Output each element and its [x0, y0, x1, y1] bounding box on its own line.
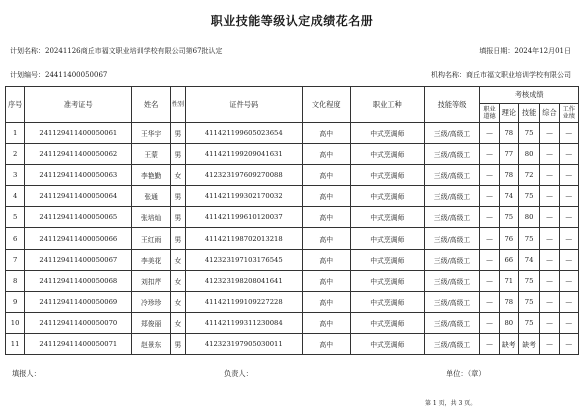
org-name: 机构名称：商丘市福文职业培训学校有限公司 [431, 71, 571, 79]
cell-work-results: — [559, 228, 578, 249]
cell-occupation: 中式烹调师 [350, 333, 424, 354]
cell-skill: 80 [518, 144, 539, 165]
col-header-assessment: 考核成绩 [480, 87, 579, 104]
cell-occupation: 中式烹调师 [350, 165, 424, 186]
cell-ticket: 241129411400050064 [25, 186, 132, 207]
cell-level: 三级/高级工 [424, 333, 480, 354]
cell-education: 高中 [302, 312, 350, 333]
col-header-occupation: 职业工种 [350, 87, 424, 123]
cell-theory: 78 [499, 291, 518, 312]
cell-occupation: 中式烹调师 [350, 312, 424, 333]
cell-gender: 女 [170, 249, 185, 270]
col-header-work-results: 工作业绩 [559, 104, 578, 123]
cell-skill: 80 [518, 207, 539, 228]
cell-ethics: — [480, 207, 499, 228]
cell-occupation: 中式烹调师 [350, 144, 424, 165]
col-header-ethics: 职业道德 [480, 104, 499, 123]
cell-ethics: — [480, 228, 499, 249]
cell-ethics: — [480, 312, 499, 333]
cell-comprehensive: — [540, 249, 559, 270]
cell-index: 11 [6, 333, 25, 354]
cell-index: 4 [6, 186, 25, 207]
unit-seal-label: 单位：（章） [446, 369, 486, 378]
cell-theory: 78 [499, 165, 518, 186]
col-header-education: 文化程度 [302, 87, 350, 123]
cell-index: 5 [6, 207, 25, 228]
col-header-id-number: 证件号码 [185, 87, 302, 123]
cell-comprehensive: — [540, 144, 559, 165]
page-number: 第 1 页，共 3 页。 [425, 400, 477, 407]
cell-name: 刘扣芹 [132, 270, 171, 291]
cell-name: 王蒙 [132, 144, 171, 165]
cell-skill: 74 [518, 249, 539, 270]
cell-skill: 75 [518, 312, 539, 333]
filler-label: 填报人： [12, 369, 41, 378]
cell-gender: 男 [170, 186, 185, 207]
cell-gender: 女 [170, 165, 185, 186]
cell-gender: 男 [170, 207, 185, 228]
cell-index: 9 [6, 291, 25, 312]
cell-level: 三级/高级工 [424, 186, 480, 207]
responsible-label: 负责人： [224, 369, 253, 378]
cell-education: 高中 [302, 123, 350, 144]
col-header-ticket: 准考证号 [25, 87, 132, 123]
table-row [6, 144, 579, 165]
cell-skill: 72 [518, 165, 539, 186]
plan-name: 计划名称：20241126商丘市福文职业培训学校有限公司第67批认定 [10, 47, 223, 55]
page-title: 职业技能等级认定成绩花名册 [210, 14, 374, 28]
cell-ticket: 241129411400050071 [25, 333, 132, 354]
cell-occupation: 中式烹调师 [350, 186, 424, 207]
cell-name: 王红雨 [132, 228, 171, 249]
cell-name: 张培灿 [132, 207, 171, 228]
table-row [6, 249, 579, 270]
cell-level: 三级/高级工 [424, 207, 480, 228]
cell-index: 1 [6, 123, 25, 144]
cell-gender: 女 [170, 312, 185, 333]
cell-theory: 66 [499, 249, 518, 270]
cell-id-number: 412323197905030011 [185, 333, 302, 354]
cell-id-number: 411421199209041631 [185, 144, 302, 165]
cell-theory: 71 [499, 270, 518, 291]
plan-number: 计划编号：24411400050067 [10, 71, 108, 79]
cell-comprehensive: — [540, 270, 559, 291]
cell-work-results: — [559, 144, 578, 165]
cell-index: 8 [6, 270, 25, 291]
cell-level: 三级/高级工 [424, 123, 480, 144]
cell-level: 三级/高级工 [424, 144, 480, 165]
cell-theory: 76 [499, 228, 518, 249]
table-row [6, 333, 579, 354]
cell-occupation: 中式烹调师 [350, 123, 424, 144]
cell-level: 三级/高级工 [424, 291, 480, 312]
cell-ethics: — [480, 270, 499, 291]
cell-skill: 缺考 [518, 333, 539, 354]
cell-comprehensive: — [540, 186, 559, 207]
cell-skill: 75 [518, 186, 539, 207]
cell-education: 高中 [302, 144, 350, 165]
cell-theory: 80 [499, 312, 518, 333]
cell-id-number: 411421199109227228 [185, 291, 302, 312]
cell-ethics: — [480, 333, 499, 354]
cell-work-results: — [559, 291, 578, 312]
col-header-comprehensive: 综合 [540, 104, 559, 123]
cell-theory: 缺考 [499, 333, 518, 354]
table-row [6, 165, 579, 186]
cell-comprehensive: — [540, 228, 559, 249]
table-row [6, 186, 579, 207]
col-header-skill: 技能 [518, 104, 539, 123]
cell-index: 6 [6, 228, 25, 249]
cell-name: 郑俊丽 [132, 312, 171, 333]
cell-ethics: — [480, 144, 499, 165]
cell-index: 10 [6, 312, 25, 333]
cell-index: 3 [6, 165, 25, 186]
col-header-name: 姓名 [132, 87, 171, 123]
cell-name: 冷珍珍 [132, 291, 171, 312]
cell-skill: 75 [518, 291, 539, 312]
cell-education: 高中 [302, 228, 350, 249]
cell-name: 张通 [132, 186, 171, 207]
cell-education: 高中 [302, 270, 350, 291]
cell-gender: 男 [170, 123, 185, 144]
cell-ethics: — [480, 123, 499, 144]
cell-ticket: 241129411400050070 [25, 312, 132, 333]
cell-ethics: — [480, 291, 499, 312]
cell-comprehensive: — [540, 165, 559, 186]
cell-education: 高中 [302, 165, 350, 186]
cell-gender: 女 [170, 270, 185, 291]
cell-theory: 78 [499, 123, 518, 144]
cell-id-number: 412323197609270088 [185, 165, 302, 186]
cell-id-number: 411421198702013218 [185, 228, 302, 249]
cell-work-results: — [559, 123, 578, 144]
cell-education: 高中 [302, 291, 350, 312]
cell-ticket: 241129411400050067 [25, 249, 132, 270]
cell-comprehensive: — [540, 312, 559, 333]
table-row [6, 123, 579, 144]
cell-level: 三级/高级工 [424, 312, 480, 333]
cell-index: 2 [6, 144, 25, 165]
cell-level: 三级/高级工 [424, 249, 480, 270]
cell-ticket: 241129411400050061 [25, 123, 132, 144]
cell-ticket: 241129411400050063 [25, 165, 132, 186]
cell-id-number: 412323197103176545 [185, 249, 302, 270]
cell-work-results: — [559, 165, 578, 186]
cell-comprehensive: — [540, 333, 559, 354]
cell-gender: 男 [170, 333, 185, 354]
table-row [6, 228, 579, 249]
cell-skill: 75 [518, 123, 539, 144]
cell-gender: 男 [170, 228, 185, 249]
cell-name: 王华宇 [132, 123, 171, 144]
cell-ticket: 241129411400050065 [25, 207, 132, 228]
table-row [6, 291, 579, 312]
cell-work-results: — [559, 333, 578, 354]
cell-comprehensive: — [540, 123, 559, 144]
cell-education: 高中 [302, 333, 350, 354]
col-header-level: 技能等级 [424, 87, 480, 123]
cell-id-number: 411421199311230084 [185, 312, 302, 333]
fill-date: 填报日期：2024年12月01日 [479, 47, 571, 55]
cell-ticket: 241129411400050066 [25, 228, 132, 249]
cell-theory: 77 [499, 144, 518, 165]
cell-occupation: 中式烹调师 [350, 291, 424, 312]
cell-id-number: 412323198208041641 [185, 270, 302, 291]
cell-work-results: — [559, 207, 578, 228]
cell-gender: 女 [170, 291, 185, 312]
cell-occupation: 中式烹调师 [350, 270, 424, 291]
cell-work-results: — [559, 249, 578, 270]
col-header-index: 序号 [6, 87, 25, 123]
table-row [6, 312, 579, 333]
cell-education: 高中 [302, 207, 350, 228]
col-header-gender: 性别 [170, 87, 185, 123]
cell-ethics: — [480, 249, 499, 270]
cell-theory: 75 [499, 207, 518, 228]
cell-ticket: 241129411400050062 [25, 144, 132, 165]
col-header-theory: 理论 [499, 104, 518, 123]
cell-level: 三级/高级工 [424, 270, 480, 291]
cell-skill: 75 [518, 228, 539, 249]
cell-comprehensive: — [540, 207, 559, 228]
cell-gender: 男 [170, 144, 185, 165]
cell-skill: 75 [518, 270, 539, 291]
cell-theory: 74 [499, 186, 518, 207]
cell-name: 李艳勤 [132, 165, 171, 186]
cell-comprehensive: — [540, 291, 559, 312]
cell-name: 李美花 [132, 249, 171, 270]
cell-work-results: — [559, 186, 578, 207]
roster-table [5, 86, 579, 355]
table-row [6, 270, 579, 291]
cell-level: 三级/高级工 [424, 228, 480, 249]
cell-index: 7 [6, 249, 25, 270]
cell-ticket: 241129411400050068 [25, 270, 132, 291]
cell-work-results: — [559, 312, 578, 333]
table-row [6, 207, 579, 228]
cell-education: 高中 [302, 186, 350, 207]
cell-name: 赵景东 [132, 333, 171, 354]
cell-education: 高中 [302, 249, 350, 270]
cell-occupation: 中式烹调师 [350, 207, 424, 228]
cell-ethics: — [480, 165, 499, 186]
cell-level: 三级/高级工 [424, 165, 480, 186]
cell-id-number: 411421199610120037 [185, 207, 302, 228]
cell-occupation: 中式烹调师 [350, 249, 424, 270]
cell-ticket: 241129411400050069 [25, 291, 132, 312]
cell-id-number: 411421199605023654 [185, 123, 302, 144]
cell-occupation: 中式烹调师 [350, 228, 424, 249]
cell-work-results: — [559, 270, 578, 291]
cell-ethics: — [480, 186, 499, 207]
cell-id-number: 411421199302170032 [185, 186, 302, 207]
